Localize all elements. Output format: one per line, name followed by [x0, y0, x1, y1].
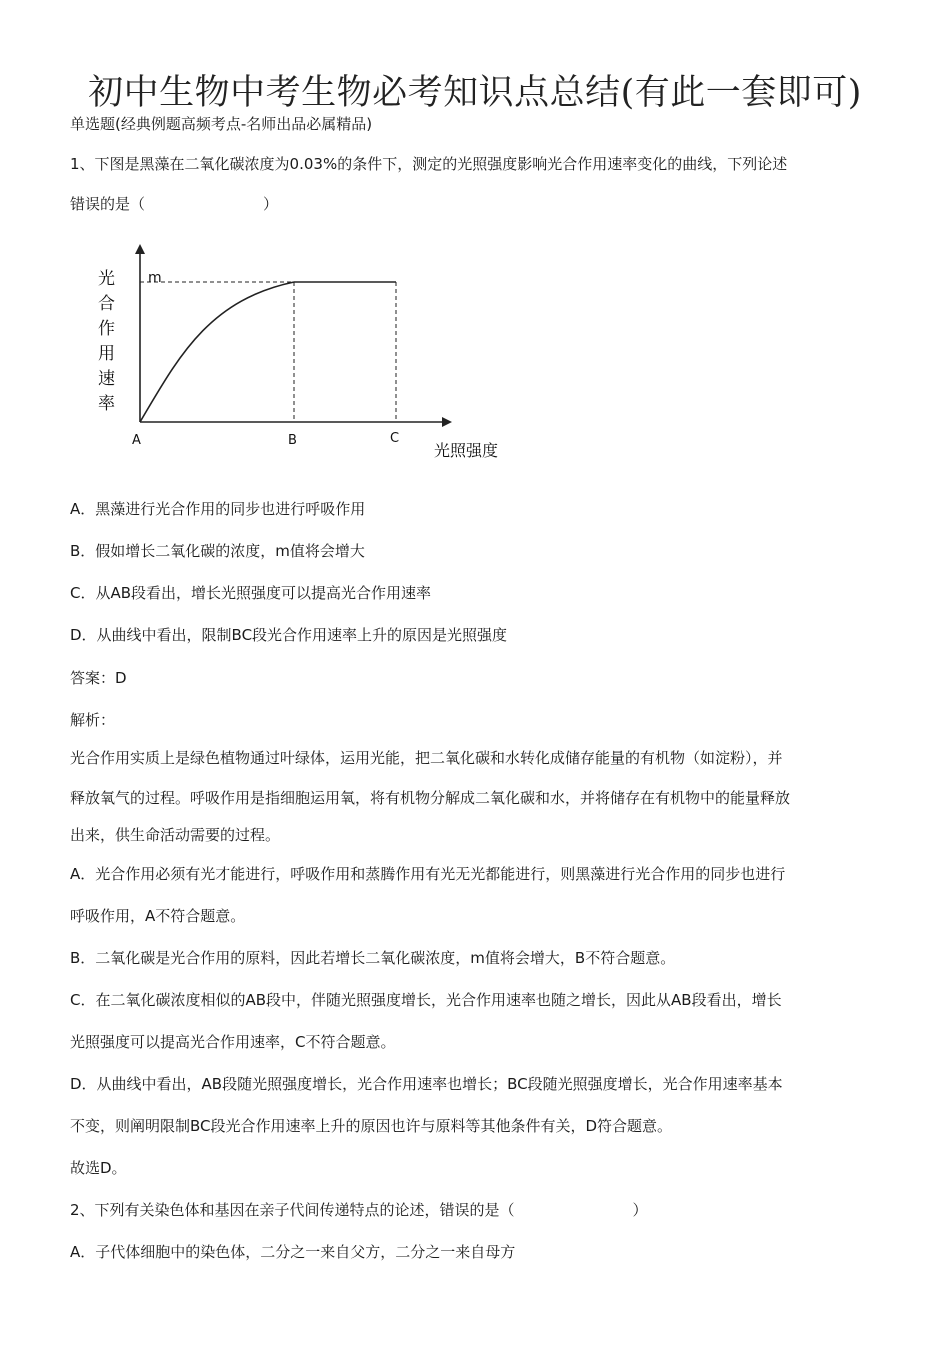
x-axis-label: 光照强度: [434, 441, 499, 460]
q1-option-b: B．假如增长二氧化碳的浓度，m值将会增大: [70, 542, 365, 560]
q1-analysis-label: 解析：: [70, 711, 116, 729]
point-c-label: C: [390, 431, 400, 446]
q1-option-d: D．从曲线中看出，限制BC段光合作用速率上升的原因是光照强度: [70, 626, 508, 644]
ylabel-char: 用: [98, 344, 115, 364]
analysis-line: 释放氧气的过程。呼吸作用是指细胞运用氧，将有机物分解成二氧化碳和水，并将储存在有机物中的能量释放: [70, 789, 791, 807]
analysis-line: 呼吸作用，A不符合题意。: [70, 907, 246, 925]
analysis-line: 不变，则阐明限制BC段光合作用速率上升的原因也许与原料等其他条件有关，D符合题意。: [70, 1117, 673, 1135]
chart-svg: [88, 238, 518, 468]
y-axis-arrow: [135, 244, 145, 254]
point-b-label: B: [288, 433, 297, 448]
page-title: 初中生物中考生物必考知识点总结(有此一套即可): [88, 73, 862, 113]
analysis-line: 光照强度可以提高光合作用速率，C不符合题意。: [70, 1033, 396, 1051]
q2-stem-suffix: ）: [632, 1201, 648, 1219]
analysis-line: D．从曲线中看出，AB段随光照强度增长，光合作用速率也增长；BC段随光照强度增长，光合作用速率基本: [70, 1075, 783, 1093]
q1-stem-prefix: 错误的是（: [70, 195, 146, 213]
rate-curve: [140, 282, 294, 422]
q2-option-a: A．子代体细胞中的染色体，二分之一来自父方，二分之一来自母方: [70, 1243, 516, 1261]
m-label: m: [148, 270, 162, 286]
photosynthesis-chart: [88, 238, 518, 468]
q1-stem-line2: [70, 194, 278, 214]
point-a-label: A: [132, 433, 141, 448]
analysis-line: 出来，供生命活动需要的过程。: [70, 826, 281, 844]
q2-stem-prefix: 2、下列有关染色体和基因在亲子代间传递特点的论述，错误的是（: [70, 1201, 515, 1219]
analysis-line: 光合作用实质上是绿色植物通过叶绿体，运用光能，把二氧化碳和水转化成储存能量的有机物（如淀粉），并: [70, 749, 783, 767]
analysis-line: C．在二氧化碳浓度相似的AB段中，伴随光照强度增长，光合作用速率也随之增长，因此从AB段看出，增长: [70, 991, 782, 1009]
ylabel-char: 率: [98, 394, 115, 414]
q1-option-a: A．黑藻进行光合作用的同步也进行呼吸作用: [70, 500, 366, 518]
q1-stem-line1: 1、下图是黑藻在二氧化碳浓度为0.03%的条件下，测定的光照强度影响光合作用速率变化的曲线，下列论述: [70, 155, 788, 173]
q1-option-c: C．从AB段看出，增长光照强度可以提高光合作用速率: [70, 584, 432, 602]
subtitle: 单选题(经典例题高频考点-名师出品必属精品): [70, 115, 373, 133]
ylabel-char: 合: [98, 294, 115, 314]
q1-answer: 答案：D: [70, 669, 127, 687]
q1-stem-suffix: ）: [263, 195, 279, 213]
ylabel-char: 速: [98, 369, 115, 389]
ylabel-char: 光: [98, 269, 115, 289]
q2-stem: [70, 1200, 648, 1220]
analysis-line: B．二氧化碳是光合作用的原料，因此若增长二氧化碳浓度，m值将会增大，B不符合题意。: [70, 949, 676, 967]
analysis-line: A．光合作用必须有光才能进行，呼吸作用和蒸腾作用有光无光都能进行，则黑藻进行光合作用的同步也进行: [70, 865, 786, 883]
ylabel-char: 作: [98, 319, 115, 339]
analysis-line: 故选D。: [70, 1159, 127, 1177]
x-axis-arrow: [442, 417, 452, 427]
